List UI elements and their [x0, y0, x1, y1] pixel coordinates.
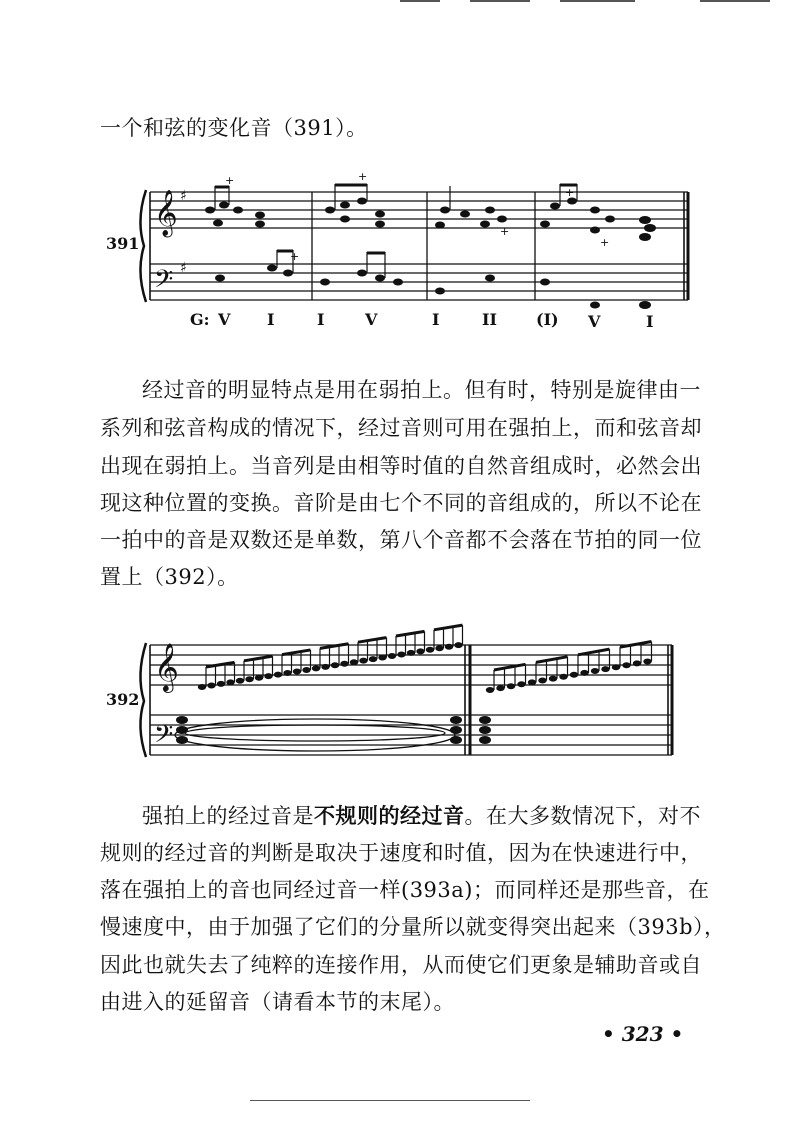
top-rule-4 — [700, 0, 770, 2]
note-head — [255, 675, 263, 681]
intro-line: 一个和弦的变化音（391）。 — [100, 116, 368, 140]
para1-line-5: 一拍中的音是双数还是单数，第八个音都不会落在节拍的同一位 — [100, 528, 702, 552]
note-beam — [244, 656, 273, 661]
top-rule-2 — [470, 0, 530, 2]
para2-line-3: 落在强拍上的音也同经过音一样(393a)；而同样还是那些音，在 — [100, 878, 710, 902]
example-391-label: 391 — [106, 234, 140, 253]
note-head — [340, 661, 348, 667]
note-head — [331, 662, 339, 668]
note-head — [321, 664, 329, 670]
para1-line-2: 系列和弦音构成的情况下，经过音则可用在强拍上，而和弦音却 — [100, 416, 702, 440]
note-beam — [396, 631, 425, 636]
svg-text:+: + — [225, 174, 235, 187]
roman-numeral-7: (I) — [536, 310, 559, 329]
note-head — [369, 656, 377, 662]
note-head — [528, 679, 536, 685]
note-head — [454, 642, 462, 648]
note-head — [445, 644, 453, 650]
note-beam — [434, 625, 463, 630]
note-head — [388, 653, 396, 659]
note-head — [207, 682, 215, 688]
svg-text:♯: ♯ — [180, 188, 187, 204]
svg-text:+: + — [500, 225, 510, 238]
top-rule-1 — [400, 0, 440, 2]
note-beam — [358, 638, 387, 643]
note-head — [612, 664, 620, 670]
para2-line-5: 因此也就失去了纯粹的连接作用，从而使它们更象是辅助音或自 — [100, 953, 702, 977]
para1-line-1: 经过音的明显特点是用在弱拍上。但有时，特别是旋律由一 — [142, 378, 701, 402]
note-beam — [282, 650, 311, 655]
svg-text:𝄢: 𝄢 — [154, 720, 174, 755]
para2-line-4: 慢速度中，由于加强了它们的分量所以就变得突出起来（393b）， — [100, 915, 726, 939]
note-head — [293, 669, 301, 675]
svg-text:𝄢: 𝄢 — [154, 265, 174, 300]
note-head — [359, 658, 367, 664]
note-beam — [620, 642, 652, 648]
note-head — [283, 670, 291, 676]
roman-numeral-3: I — [317, 310, 325, 329]
roman-numeral-4: V — [365, 310, 378, 329]
roman-numeral-6: II — [482, 310, 497, 329]
note-head — [507, 683, 515, 689]
note-head — [496, 685, 504, 691]
note-head — [559, 674, 567, 680]
note-head — [517, 681, 525, 687]
example-392-label: 392 — [106, 690, 140, 709]
note-beam — [578, 649, 610, 655]
para2-term: 不规则的经过音 — [314, 803, 465, 828]
note-head — [416, 648, 424, 654]
svg-text:♯: ♯ — [180, 260, 187, 276]
note-head — [549, 676, 557, 682]
note-head — [302, 667, 310, 673]
svg-text:+: + — [600, 236, 610, 249]
note-head — [486, 687, 494, 693]
note-head — [236, 678, 244, 684]
note-head — [570, 672, 578, 678]
note-head — [226, 679, 234, 685]
para2-line-2: 规则的经过音的判断是取决于速度和时值，因为在快速进行中， — [100, 841, 702, 865]
note-head — [643, 659, 651, 665]
para1-line-6: 置上（392）。 — [100, 565, 239, 589]
svg-text:𝄞: 𝄞 — [154, 642, 179, 691]
note-head — [633, 660, 641, 666]
roman-numeral-2: I — [267, 310, 275, 329]
para2-line-1-a: 强拍上的经过音是 — [142, 804, 314, 828]
note-head — [580, 670, 588, 676]
note-head — [591, 668, 599, 674]
note-head — [397, 651, 405, 657]
roman-numeral-1: V — [218, 310, 231, 329]
example-391-score — [140, 170, 700, 330]
note-head — [245, 676, 253, 682]
key-label-391: G: — [190, 310, 210, 329]
roman-numeral-9: I — [646, 312, 654, 331]
note-head — [274, 672, 282, 678]
note-head — [264, 673, 272, 679]
note-head — [622, 662, 630, 668]
note-head — [350, 659, 358, 665]
bottom-rule — [250, 1100, 530, 1101]
note-head — [378, 655, 386, 661]
note-head — [198, 684, 206, 690]
para1-line-4: 现这种位置的变换。音阶是由七个不同的音组成的，所以不论在 — [100, 491, 702, 515]
svg-text:𝄞: 𝄞 — [154, 190, 178, 236]
top-rule-3 — [560, 0, 635, 2]
note-head — [426, 647, 434, 653]
para2-line-1-b: 。在大多数情况下，对不 — [464, 804, 701, 828]
svg-text:+: + — [290, 250, 300, 263]
svg-text:+: + — [565, 186, 575, 199]
para2-line-6: 由进入的延留音（请看本节的末尾）。 — [100, 990, 455, 1014]
svg-text:+: + — [358, 170, 368, 183]
para2-line-1 — [142, 805, 701, 827]
note-head — [435, 645, 443, 651]
note-head — [601, 666, 609, 672]
note-head — [538, 678, 546, 684]
page-number: • 323 • — [602, 1022, 684, 1046]
note-beam — [536, 657, 568, 663]
para1-line-3: 出现在弱拍上。当音列是由相等时值的自然音组成时，必然会出 — [100, 454, 702, 478]
note-head — [407, 650, 415, 656]
example-392-score — [140, 615, 680, 775]
roman-numeral-5: I — [432, 310, 440, 329]
roman-numeral-8: V — [588, 312, 601, 331]
note-head — [217, 681, 225, 687]
note-head — [312, 665, 320, 671]
